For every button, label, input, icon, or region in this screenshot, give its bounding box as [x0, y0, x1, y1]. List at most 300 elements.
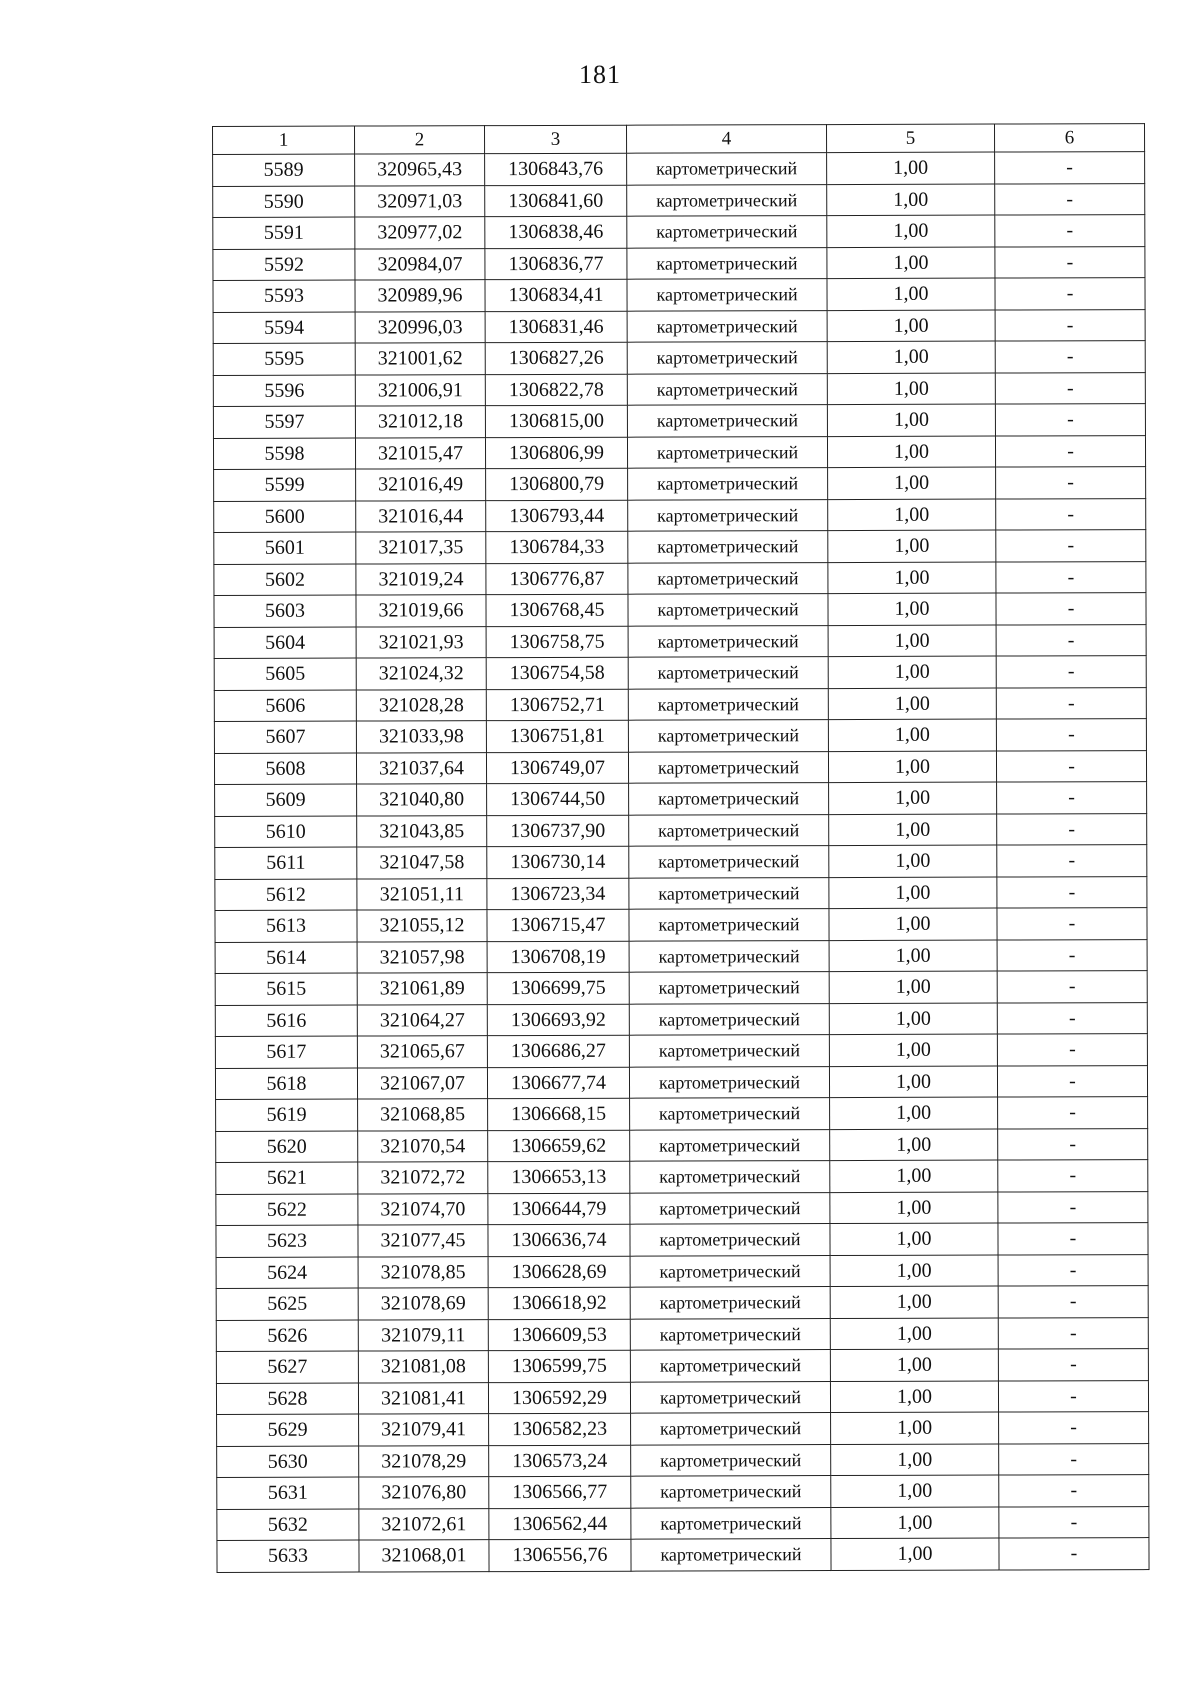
point-number-cell: 5608 — [214, 753, 356, 785]
accuracy-cell: 1,00 — [829, 845, 997, 877]
table-row — [216, 1286, 1148, 1320]
header-cell: 4 — [626, 125, 826, 154]
y-coordinate-cell: 1306749,07 — [486, 752, 628, 784]
table-row — [215, 876, 1147, 910]
x-coordinate-cell: 321001,62 — [355, 343, 485, 375]
note-cell: - — [997, 1034, 1147, 1066]
note-cell: - — [996, 561, 1146, 593]
table-row — [213, 152, 1145, 186]
table-row — [213, 309, 1145, 343]
table-row — [215, 908, 1147, 942]
note-cell: - — [996, 719, 1146, 751]
note-cell: - — [995, 152, 1145, 184]
y-coordinate-cell: 1306815,00 — [485, 405, 627, 437]
accuracy-cell: 1,00 — [828, 656, 996, 688]
accuracy-cell: 1,00 — [829, 1034, 997, 1066]
table-row — [217, 1506, 1149, 1540]
table-row — [216, 1380, 1148, 1414]
method-cell: картометрический — [630, 1381, 830, 1413]
table-row — [215, 1002, 1147, 1036]
accuracy-cell: 1,00 — [829, 814, 997, 846]
method-cell: картометрический — [629, 814, 829, 846]
note-cell: - — [996, 498, 1146, 530]
table-row — [214, 687, 1146, 721]
accuracy-cell: 1,00 — [831, 1507, 999, 1539]
accuracy-cell: 1,00 — [827, 215, 995, 247]
accuracy-cell: 1,00 — [831, 1475, 999, 1507]
table-row — [214, 750, 1146, 784]
table-row — [214, 467, 1146, 501]
coordinates-table — [212, 123, 1150, 1572]
x-coordinate-cell: 320989,96 — [355, 280, 485, 312]
method-cell: картометрический — [631, 1413, 831, 1445]
x-coordinate-cell: 321065,67 — [357, 1036, 487, 1068]
point-number-cell: 5590 — [213, 186, 355, 218]
method-cell: картометрический — [628, 594, 828, 626]
method-cell: картометрический — [627, 405, 827, 437]
y-coordinate-cell: 1306653,13 — [488, 1161, 630, 1193]
table-body — [213, 152, 1149, 1572]
accuracy-cell: 1,00 — [828, 499, 996, 531]
y-coordinate-cell: 1306836,77 — [485, 248, 627, 280]
note-cell: - — [997, 813, 1147, 845]
accuracy-cell: 1,00 — [829, 1066, 997, 1098]
y-coordinate-cell: 1306556,76 — [489, 1539, 631, 1571]
accuracy-cell: 1,00 — [831, 1444, 999, 1476]
y-coordinate-cell: 1306806,99 — [485, 437, 627, 469]
y-coordinate-cell: 1306573,24 — [489, 1445, 631, 1477]
note-cell: - — [999, 1443, 1149, 1475]
x-coordinate-cell: 320996,03 — [355, 311, 485, 343]
note-cell: - — [996, 467, 1146, 499]
note-cell: - — [995, 278, 1145, 310]
note-cell: - — [996, 530, 1146, 562]
point-number-cell: 5621 — [216, 1162, 358, 1194]
accuracy-cell: 1,00 — [828, 593, 996, 625]
note-cell: - — [995, 435, 1145, 467]
point-number-cell: 5609 — [215, 784, 357, 816]
x-coordinate-cell: 321028,28 — [356, 689, 486, 721]
note-cell: - — [997, 782, 1147, 814]
x-coordinate-cell: 321021,93 — [356, 626, 486, 658]
method-cell: картометрический — [627, 279, 827, 311]
method-cell: картометрический — [631, 1476, 831, 1508]
note-cell: - — [995, 309, 1145, 341]
note-cell: - — [996, 624, 1146, 656]
point-number-cell: 5628 — [216, 1383, 358, 1415]
y-coordinate-cell: 1306784,33 — [486, 531, 628, 563]
y-coordinate-cell: 1306686,27 — [487, 1035, 629, 1067]
x-coordinate-cell: 321055,12 — [357, 910, 487, 942]
table-row — [217, 1412, 1149, 1446]
y-coordinate-cell: 1306723,34 — [487, 878, 629, 910]
point-number-cell: 5624 — [216, 1257, 358, 1289]
table-row — [216, 1191, 1148, 1225]
coordinates-table-container — [212, 123, 1150, 1572]
note-cell: - — [997, 971, 1147, 1003]
y-coordinate-cell: 1306744,50 — [487, 783, 629, 815]
accuracy-cell: 1,00 — [830, 1223, 998, 1255]
y-coordinate-cell: 1306599,75 — [488, 1350, 630, 1382]
table-row — [214, 530, 1146, 564]
table-row — [213, 341, 1145, 375]
method-cell: картометрический — [628, 562, 828, 594]
method-cell: картометрический — [628, 625, 828, 657]
accuracy-cell: 1,00 — [829, 1003, 997, 1035]
header-cell: 5 — [826, 124, 994, 153]
table-row — [213, 435, 1145, 469]
table-row — [217, 1475, 1149, 1509]
y-coordinate-cell: 1306566,77 — [489, 1476, 631, 1508]
table-row — [213, 183, 1145, 217]
method-cell: картометрический — [627, 436, 827, 468]
table-row — [215, 939, 1147, 973]
method-cell: картометрический — [630, 1098, 830, 1130]
x-coordinate-cell: 321040,80 — [357, 784, 487, 816]
note-cell: - — [998, 1097, 1148, 1129]
table-row — [216, 1160, 1148, 1194]
method-cell: картометрический — [630, 1350, 830, 1382]
accuracy-cell: 1,00 — [829, 782, 997, 814]
point-number-cell: 5595 — [213, 343, 355, 375]
accuracy-cell: 1,00 — [830, 1097, 998, 1129]
header-cell: 1 — [213, 126, 355, 154]
x-coordinate-cell: 321079,41 — [359, 1414, 489, 1446]
y-coordinate-cell: 1306708,19 — [487, 941, 629, 973]
note-cell: - — [999, 1538, 1149, 1570]
point-number-cell: 5600 — [214, 501, 356, 533]
method-cell: картометрический — [630, 1287, 830, 1319]
table-row — [214, 624, 1146, 658]
method-cell: картометрический — [629, 1003, 829, 1035]
method-cell: картометрический — [629, 972, 829, 1004]
method-cell: картометрический — [630, 1255, 830, 1287]
note-cell: - — [997, 876, 1147, 908]
y-coordinate-cell: 1306644,79 — [488, 1193, 630, 1225]
header-cell: 2 — [355, 126, 485, 154]
note-cell: - — [997, 939, 1147, 971]
table-row — [216, 1128, 1148, 1162]
y-coordinate-cell: 1306800,79 — [486, 468, 628, 500]
point-number-cell: 5589 — [213, 154, 355, 186]
y-coordinate-cell: 1306776,87 — [486, 563, 628, 595]
accuracy-cell: 1,00 — [830, 1160, 998, 1192]
method-cell: картометрический — [629, 1066, 829, 1098]
method-cell: картометрический — [629, 1035, 829, 1067]
method-cell: картометрический — [628, 531, 828, 563]
note-cell: - — [999, 1412, 1149, 1444]
accuracy-cell: 1,00 — [828, 688, 996, 720]
note-cell: - — [998, 1317, 1148, 1349]
accuracy-cell: 1,00 — [827, 310, 995, 342]
point-number-cell: 5597 — [213, 406, 355, 438]
accuracy-cell: 1,00 — [830, 1192, 998, 1224]
table-row — [215, 1034, 1147, 1068]
point-number-cell: 5633 — [217, 1540, 359, 1572]
x-coordinate-cell: 321017,35 — [356, 532, 486, 564]
accuracy-cell: 1,00 — [829, 877, 997, 909]
y-coordinate-cell: 1306754,58 — [486, 657, 628, 689]
x-coordinate-cell: 320971,03 — [355, 185, 485, 217]
table-row — [216, 1317, 1148, 1351]
table-row — [213, 246, 1145, 280]
note-cell: - — [999, 1506, 1149, 1538]
y-coordinate-cell: 1306838,46 — [485, 216, 627, 248]
page-number: 181 — [579, 60, 621, 89]
point-number-cell: 5630 — [217, 1446, 359, 1478]
y-coordinate-cell: 1306841,60 — [485, 185, 627, 217]
table-row — [214, 498, 1146, 532]
x-coordinate-cell: 321061,89 — [357, 973, 487, 1005]
table-row — [215, 813, 1147, 847]
point-number-cell: 5593 — [213, 280, 355, 312]
point-number-cell: 5626 — [216, 1320, 358, 1352]
x-coordinate-cell: 321064,27 — [357, 1004, 487, 1036]
method-cell: картометрический — [629, 783, 829, 815]
accuracy-cell: 1,00 — [829, 908, 997, 940]
point-number-cell: 5591 — [213, 217, 355, 249]
method-cell: картометрический — [627, 247, 827, 279]
y-coordinate-cell: 1306592,29 — [488, 1382, 630, 1414]
point-number-cell: 5619 — [216, 1099, 358, 1131]
method-cell: картометрический — [631, 1444, 831, 1476]
note-cell: - — [998, 1286, 1148, 1318]
y-coordinate-cell: 1306677,74 — [487, 1067, 629, 1099]
note-cell: - — [995, 372, 1145, 404]
table-row — [214, 656, 1146, 690]
point-number-cell: 5631 — [217, 1477, 359, 1509]
accuracy-cell: 1,00 — [828, 625, 996, 657]
accuracy-cell: 1,00 — [831, 1412, 999, 1444]
table-row — [214, 593, 1146, 627]
accuracy-cell: 1,00 — [830, 1318, 998, 1350]
point-number-cell: 5615 — [215, 973, 357, 1005]
note-cell: - — [995, 404, 1145, 436]
x-coordinate-cell: 321068,85 — [358, 1099, 488, 1131]
point-number-cell: 5618 — [215, 1068, 357, 1100]
table-row — [215, 1065, 1147, 1099]
y-coordinate-cell: 1306715,47 — [487, 909, 629, 941]
point-number-cell: 5632 — [217, 1509, 359, 1541]
x-coordinate-cell: 321043,85 — [357, 815, 487, 847]
note-cell: - — [997, 1065, 1147, 1097]
method-cell: картометрический — [630, 1224, 830, 1256]
table-row — [216, 1097, 1148, 1131]
x-coordinate-cell: 321078,85 — [358, 1256, 488, 1288]
x-coordinate-cell: 321006,91 — [355, 374, 485, 406]
method-cell: картометрический — [631, 1507, 831, 1539]
y-coordinate-cell: 1306659,62 — [488, 1130, 630, 1162]
header-cell: 6 — [994, 124, 1144, 152]
x-coordinate-cell: 321077,45 — [358, 1225, 488, 1257]
table-row — [216, 1349, 1148, 1383]
note-cell: - — [995, 215, 1145, 247]
table-row — [215, 845, 1147, 879]
table-row — [216, 1254, 1148, 1288]
method-cell: картометрический — [628, 468, 828, 500]
accuracy-cell: 1,00 — [829, 940, 997, 972]
accuracy-cell: 1,00 — [827, 247, 995, 279]
accuracy-cell: 1,00 — [830, 1255, 998, 1287]
accuracy-cell: 1,00 — [830, 1286, 998, 1318]
x-coordinate-cell: 321019,24 — [356, 563, 486, 595]
point-number-cell: 5613 — [215, 910, 357, 942]
point-number-cell: 5611 — [215, 847, 357, 879]
method-cell: картометрический — [630, 1129, 830, 1161]
point-number-cell: 5599 — [214, 469, 356, 501]
method-cell: картометрический — [627, 216, 827, 248]
accuracy-cell: 1,00 — [828, 562, 996, 594]
x-coordinate-cell: 321051,11 — [357, 878, 487, 910]
table-row — [213, 404, 1145, 438]
y-coordinate-cell: 1306822,78 — [485, 374, 627, 406]
point-number-cell: 5614 — [215, 942, 357, 974]
y-coordinate-cell: 1306831,46 — [485, 311, 627, 343]
method-cell: картометрический — [629, 846, 829, 878]
point-number-cell: 5606 — [214, 690, 356, 722]
method-cell: картометрический — [631, 1539, 831, 1571]
point-number-cell: 5617 — [215, 1036, 357, 1068]
method-cell: картометрический — [628, 499, 828, 531]
point-number-cell: 5620 — [216, 1131, 358, 1163]
point-number-cell: 5602 — [214, 564, 356, 596]
method-cell: картометрический — [628, 657, 828, 689]
x-coordinate-cell: 321078,29 — [359, 1445, 489, 1477]
method-cell: картометрический — [629, 877, 829, 909]
accuracy-cell: 1,00 — [827, 341, 995, 373]
x-coordinate-cell: 321074,70 — [358, 1193, 488, 1225]
note-cell: - — [996, 656, 1146, 688]
accuracy-cell: 1,00 — [829, 971, 997, 1003]
accuracy-cell: 1,00 — [830, 1349, 998, 1381]
note-cell: - — [997, 845, 1147, 877]
table-row — [213, 372, 1145, 406]
y-coordinate-cell: 1306668,15 — [488, 1098, 630, 1130]
method-cell: картометрический — [628, 751, 828, 783]
note-cell: - — [997, 908, 1147, 940]
point-number-cell: 5605 — [214, 658, 356, 690]
method-cell: картометрический — [630, 1318, 830, 1350]
note-cell: - — [998, 1380, 1148, 1412]
method-cell: картометрический — [627, 373, 827, 405]
point-number-cell: 5629 — [217, 1414, 359, 1446]
accuracy-cell: 1,00 — [827, 152, 995, 184]
x-coordinate-cell: 320984,07 — [355, 248, 485, 280]
x-coordinate-cell: 321012,18 — [355, 406, 485, 438]
table-row — [214, 719, 1146, 753]
x-coordinate-cell: 321081,08 — [358, 1351, 488, 1383]
table-row — [216, 1223, 1148, 1257]
x-coordinate-cell: 321024,32 — [356, 658, 486, 690]
point-number-cell: 5607 — [214, 721, 356, 753]
method-cell: картометрический — [627, 342, 827, 374]
note-cell: - — [999, 1475, 1149, 1507]
table-row — [213, 215, 1145, 249]
x-coordinate-cell: 321016,49 — [356, 469, 486, 501]
accuracy-cell: 1,00 — [827, 278, 995, 310]
method-cell: картометрический — [628, 688, 828, 720]
note-cell: - — [996, 750, 1146, 782]
point-number-cell: 5604 — [214, 627, 356, 659]
x-coordinate-cell: 321057,98 — [357, 941, 487, 973]
point-number-cell: 5622 — [216, 1194, 358, 1226]
point-number-cell: 5616 — [215, 1005, 357, 1037]
table-row — [214, 561, 1146, 595]
y-coordinate-cell: 1306793,44 — [486, 500, 628, 532]
note-cell: - — [995, 341, 1145, 373]
point-number-cell: 5612 — [215, 879, 357, 911]
accuracy-cell: 1,00 — [828, 530, 996, 562]
method-cell: картометрический — [629, 940, 829, 972]
y-coordinate-cell: 1306751,81 — [486, 720, 628, 752]
note-cell: - — [998, 1160, 1148, 1192]
y-coordinate-cell: 1306618,92 — [488, 1287, 630, 1319]
y-coordinate-cell: 1306730,14 — [487, 846, 629, 878]
y-coordinate-cell: 1306699,75 — [487, 972, 629, 1004]
x-coordinate-cell: 321047,58 — [357, 847, 487, 879]
accuracy-cell: 1,00 — [827, 436, 995, 468]
note-cell: - — [998, 1349, 1148, 1381]
y-coordinate-cell: 1306628,69 — [488, 1256, 630, 1288]
note-cell: - — [998, 1128, 1148, 1160]
x-coordinate-cell: 321081,41 — [358, 1382, 488, 1414]
y-coordinate-cell: 1306562,44 — [489, 1508, 631, 1540]
y-coordinate-cell: 1306582,23 — [489, 1413, 631, 1445]
accuracy-cell: 1,00 — [827, 373, 995, 405]
y-coordinate-cell: 1306609,53 — [488, 1319, 630, 1351]
point-number-cell: 5592 — [213, 249, 355, 281]
point-number-cell: 5610 — [215, 816, 357, 848]
y-coordinate-cell: 1306758,75 — [486, 626, 628, 658]
note-cell: - — [995, 246, 1145, 278]
table-row — [217, 1538, 1149, 1572]
header-cell: 3 — [485, 125, 627, 153]
table-row — [213, 278, 1145, 312]
note-cell: - — [998, 1191, 1148, 1223]
x-coordinate-cell: 320977,02 — [355, 217, 485, 249]
method-cell: картометрический — [630, 1161, 830, 1193]
point-number-cell: 5598 — [213, 438, 355, 470]
x-coordinate-cell: 321068,01 — [359, 1540, 489, 1572]
table-row — [215, 971, 1147, 1005]
y-coordinate-cell: 1306737,90 — [487, 815, 629, 847]
y-coordinate-cell: 1306827,26 — [485, 342, 627, 374]
point-number-cell: 5594 — [213, 312, 355, 344]
x-coordinate-cell: 321078,69 — [358, 1288, 488, 1320]
accuracy-cell: 1,00 — [827, 404, 995, 436]
accuracy-cell: 1,00 — [828, 467, 996, 499]
x-coordinate-cell: 321037,64 — [356, 752, 486, 784]
y-coordinate-cell: 1306693,92 — [487, 1004, 629, 1036]
accuracy-cell: 1,00 — [828, 719, 996, 751]
point-number-cell: 5625 — [216, 1288, 358, 1320]
note-cell: - — [995, 183, 1145, 215]
table-row — [215, 782, 1147, 816]
note-cell: - — [996, 687, 1146, 719]
x-coordinate-cell: 321067,07 — [357, 1067, 487, 1099]
method-cell: картометрический — [627, 153, 827, 185]
x-coordinate-cell: 320965,43 — [355, 154, 485, 186]
y-coordinate-cell: 1306752,71 — [486, 689, 628, 721]
x-coordinate-cell: 321015,47 — [355, 437, 485, 469]
method-cell: картометрический — [629, 909, 829, 941]
y-coordinate-cell: 1306834,41 — [485, 279, 627, 311]
x-coordinate-cell: 321070,54 — [358, 1130, 488, 1162]
y-coordinate-cell: 1306768,45 — [486, 594, 628, 626]
table-header — [213, 124, 1145, 155]
note-cell: - — [996, 593, 1146, 625]
method-cell: картометрический — [627, 310, 827, 342]
